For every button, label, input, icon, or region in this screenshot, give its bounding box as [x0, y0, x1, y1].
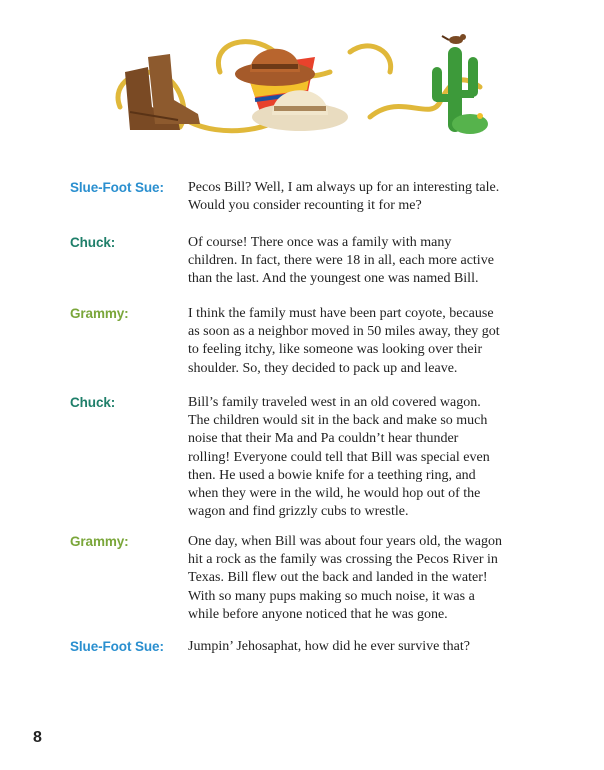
- speaker-label: Grammy:: [70, 534, 129, 549]
- dialogue-text: Jumpin’ Jehosaphat, how did he ever survive that?: [188, 639, 471, 654]
- dialogue-text: I think the family must have been part coyote, because as soon as a neighbor moved in 50 miles away, they got to feeling itchy, like someone was looking over their shoulder. So, they decided to pack up and leave.: [188, 306, 500, 376]
- dialogue-text: Pecos Bill? Well, I am always up for an interesting tale. Would you consider recounting it for me?: [188, 180, 500, 214]
- speaker-label: Chuck:: [70, 235, 116, 250]
- dialogue-text: Bill’s family traveled west in an old covered wagon. The children would sit in the back and make so much noise that their Ma and Pa couldn’t hear thunder rolling! Everyone could tell that Bill was special even then. He used a bowie knife for a teething ring, and when they were in the wild, he would hop out of the wagon and find grizzly cubs to wrestle.: [188, 395, 490, 520]
- speaker-label: Slue-Foot Sue:: [70, 639, 164, 654]
- dialogue-text: Of course! There once was a family with many children. In fact, there were 18 in all, each more active than the last. And the youngest one was named Bill.: [188, 235, 494, 287]
- page-number: 8: [33, 729, 42, 746]
- speaker-label: Grammy:: [70, 306, 129, 321]
- speaker-label: Chuck:: [70, 395, 116, 410]
- dialogue-text: One day, when Bill was about four years old, the wagon hit a rock as the family was crossing the Pecos River in Texas. Bill flew out the back and landed in the water! With so many pups making so much noise, it was a while before anyone noticed that he was gone.: [188, 534, 503, 622]
- speaker-label: Slue-Foot Sue:: [70, 180, 164, 195]
